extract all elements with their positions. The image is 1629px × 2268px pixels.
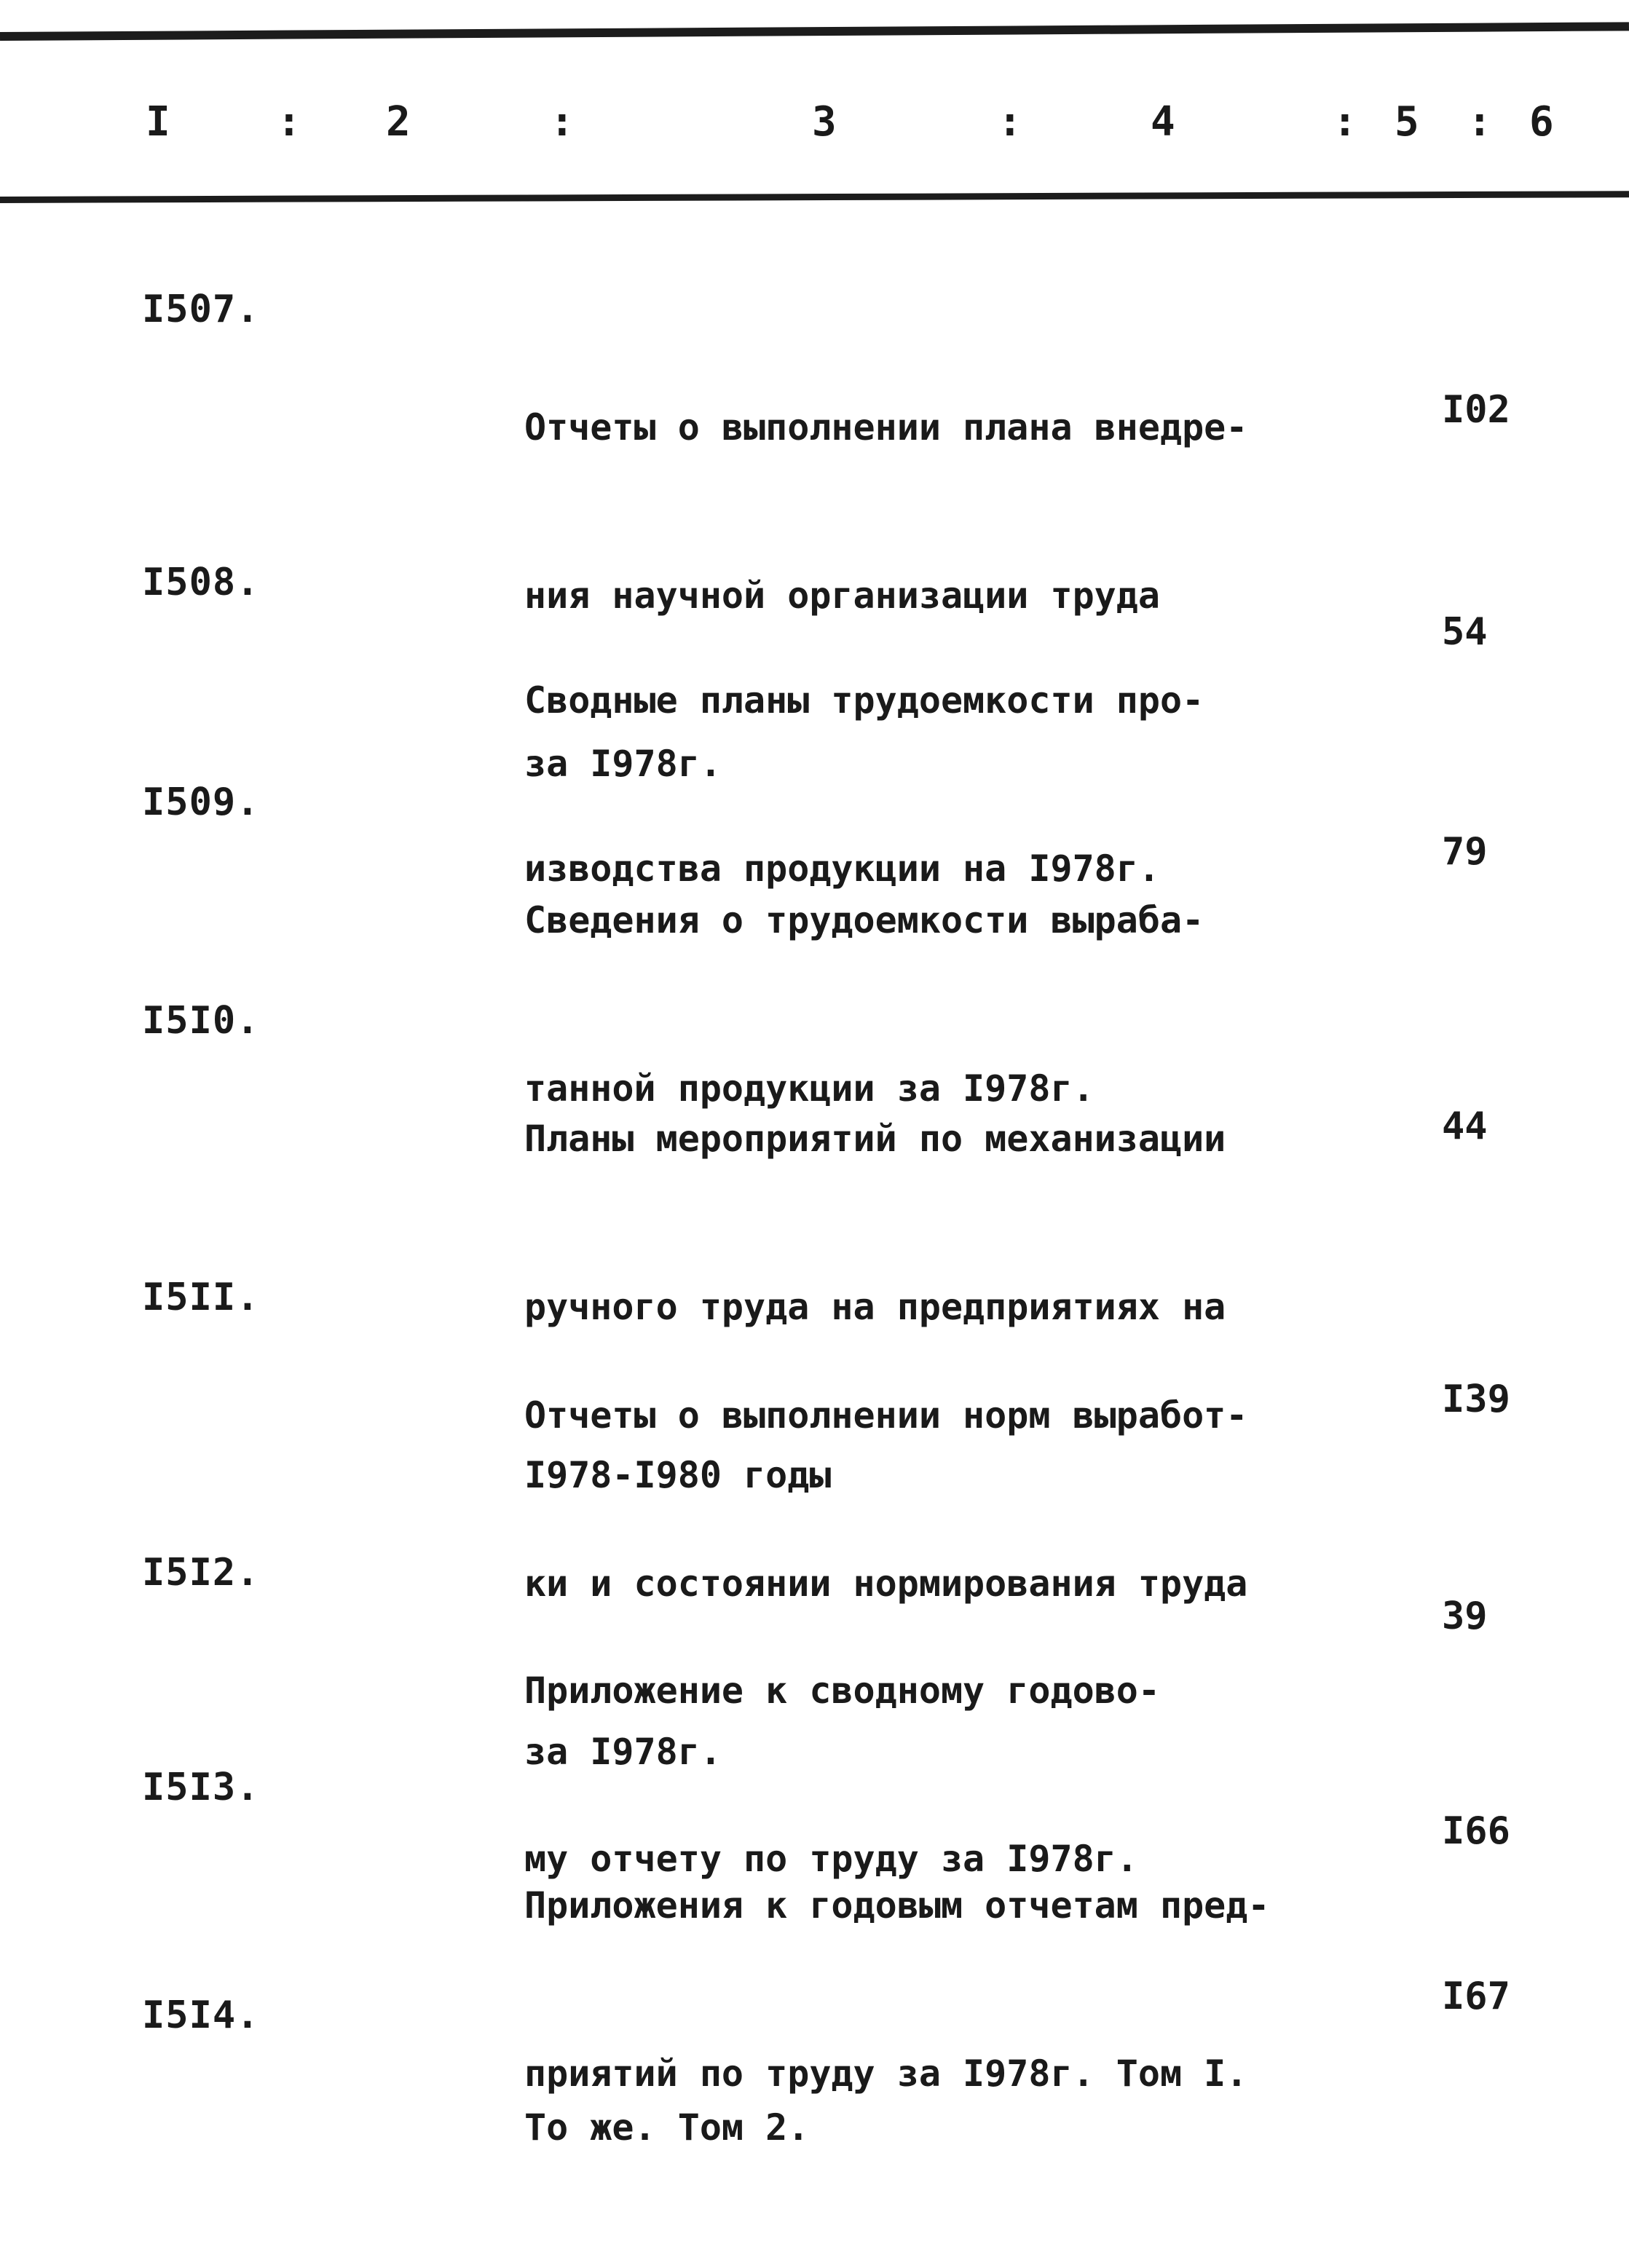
column-header-3: 3 [812,98,837,146]
title-line: Планы мероприятий по механизации [524,1118,1226,1160]
title-line: То же. Том 2. [524,2106,810,2149]
entry-title [524,1988,809,2268]
title-line: за I978г. [524,1731,722,1773]
entry-number: I5I2. [142,1551,260,1595]
sheet-count: 79 [1442,830,1488,874]
sheet-count: I66 [1442,1809,1510,1853]
column-separator: : [998,98,1022,146]
title-line: Приложения к годовым отчетам пред- [524,1884,1270,1927]
entry-number: I509. [142,781,260,824]
title-line: I978-I980 годы [524,1454,832,1496]
column-separator: : [550,98,575,146]
title-line: ки и состоянии нормирования труда [524,1562,1248,1605]
sheet-count: 39 [1442,1595,1488,1638]
sheet-count: 54 [1442,610,1488,654]
title-line: Отчеты о выполнении плана внедре- [524,406,1248,449]
column-separator: : [277,98,301,146]
column-header-6: 6 [1529,98,1554,146]
title-line: изводства продукции на I978г. [524,847,1160,890]
entry-number: I5I3. [142,1766,260,1809]
entry-number: I508. [142,561,260,604]
title-line: му отчету по труду за I978г. [524,1838,1138,1880]
entry-number: I5II. [142,1276,260,1319]
header-top-rule [0,22,1629,41]
column-header-4: 4 [1151,98,1175,146]
entry-number: I5I4. [142,1994,260,2037]
column-separator: : [1333,98,1357,146]
header-bottom-rule [0,191,1629,203]
title-line: Отчеты о выполнении норм выработ- [524,1394,1248,1437]
title-line: приятий по труду за I978г. Том I. [524,2052,1248,2095]
sheet-count: I67 [1442,1975,1510,2018]
entry-number: I5I0. [142,999,260,1043]
column-separator: : [1467,98,1492,146]
sheet-count: I39 [1442,1378,1510,1421]
column-header-2: 2 [386,98,411,146]
title-line: ния научной организации труда [524,574,1160,617]
sheet-count: 44 [1442,1105,1488,1148]
entry-number: I507. [142,288,260,331]
title-line: Сводные планы трудоемкости про- [524,679,1204,722]
column-header-5: 5 [1395,98,1419,146]
column-header-1: I [146,98,170,146]
title-line: ручного труда на предприятиях на [524,1286,1226,1328]
title-line: Сведения о трудоемкости выраба- [524,899,1204,941]
title-line: Приложение к сводному годово- [524,1670,1160,1712]
title-line: танной продукции за I978г. [524,1067,1094,1110]
title-line: за I978г. [524,743,722,785]
sheet-count: I02 [1442,388,1510,432]
